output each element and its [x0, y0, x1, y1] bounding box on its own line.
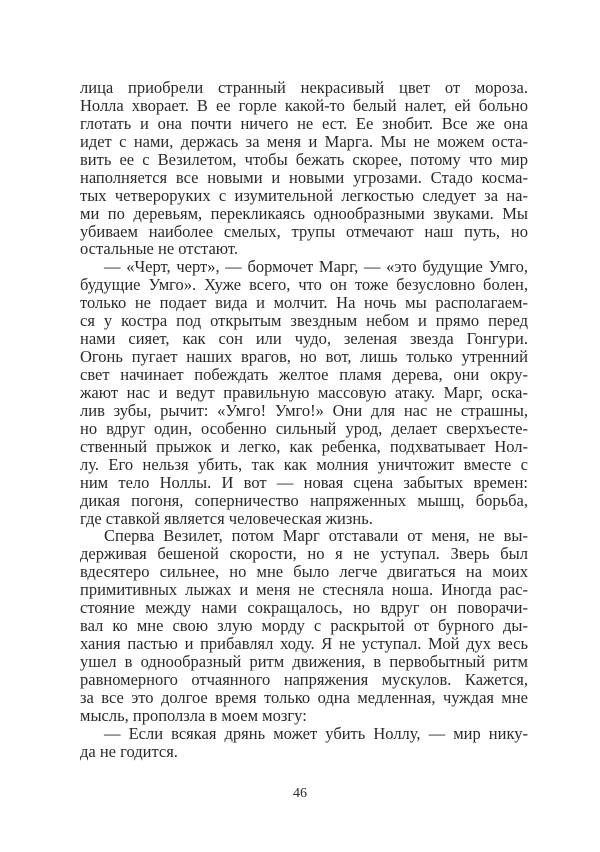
text-line: тых четвероруких с изумительной легкостью следует за на-: [80, 185, 528, 205]
text-line: держивая бешеной скорости, но я не уступал. Зверь был: [80, 544, 528, 564]
text-line: ним тело Ноллы. И вот — новая сцена забытых времен:: [80, 472, 528, 492]
text-line: будущие Умго». Хуже всего, что он тоже безусловно болен,: [80, 275, 528, 295]
text-line: дикая погоня, соперничество напряженных мышц, борьба,: [80, 490, 528, 510]
text-line: нами сияет, как сон или чудо, зеленая звезда Гонгури.: [80, 329, 528, 349]
text-line: — Если всякая дрянь может убить Ноллу, — мир нику-: [104, 723, 528, 743]
page-body-text: [80, 79, 528, 761]
text-line: хания пастью и прибавлял ходу. Я не уступал. Мой дух весь: [80, 634, 528, 654]
text-line: жают нас и ведут правильную массовую атаку. Марг, оска-: [80, 382, 528, 402]
text-line: да не годится.: [80, 741, 178, 761]
text-line: — «Черт, черт», — бормочет Марг, — «это будущие Умго,: [104, 257, 528, 277]
text-line: где ставкой является человеческая жизнь.: [80, 508, 373, 528]
text-line: свет начинает побеждать желтое пламя дерева, они окру-: [80, 365, 528, 384]
text-line: убиваем наиболее смелых, трупы отмечают наш путь, но: [80, 221, 528, 241]
text-line: ушел в однообразный ритм движения, в первобытный ритм: [80, 652, 528, 671]
text-line: Огонь пугает наших врагов, но вот, лишь только утренний: [80, 347, 528, 367]
text-line: вал ко мне свою злую морду с раскрытой от бурного ды-: [80, 616, 528, 636]
text-line: наполняется все новыми и новыми угрозами. Стадо косма-: [80, 167, 528, 187]
text-line: ственный прыжок и легко, как ребенка, подхватывает Нол-: [80, 436, 528, 456]
text-line: Сперва Везилет, потом Марг отставали от меня, не вы-: [104, 526, 528, 546]
text-line: идет с нами, держась за меня и Марга. Мы не можем оста-: [80, 131, 528, 151]
text-line: лу. Его нельзя убить, так как молния уничтожит вместе с: [80, 454, 528, 474]
text-line: лица приобрели странный некрасивый цвет от мороза.: [80, 78, 528, 97]
page-number: 46: [293, 786, 307, 801]
text-line: но вдруг один, особенно сильный урод, делает сверхъесте-: [80, 418, 528, 438]
text-line: примитивных лыжах и меня не стесняла ноша. Иногда рас-: [80, 580, 528, 600]
text-line: стояние между нами сокращалось, но вдруг он поворачи-: [80, 598, 528, 618]
text-line: за все это долгое время только одна медленная, чуждая мне: [80, 687, 528, 707]
text-line: равномерного отчаянного напряжения мускулов. Кажется,: [80, 669, 528, 689]
text-line: остальные не отстают.: [80, 239, 238, 259]
text-line: вить ее с Везилетом, чтобы бежать скорее, потому что мир: [80, 149, 528, 169]
text-line: вдесятеро сильнее, но мне было легче двигаться на моих: [80, 562, 528, 582]
text-line: Нолла хворает. В ее горле какой-то белый налет, ей больно: [80, 95, 528, 115]
text-line: мысль, проползла в моем мозгу:: [80, 705, 307, 725]
text-line: только не подает вида и молчит. На ночь мы располагаем-: [80, 293, 528, 313]
text-line: лив зубы, рычит: «Умго! Умго!» Они для нас не страшны,: [80, 400, 528, 420]
text-line: ми по деревьям, перекликаясь однообразными звуками. Мы: [80, 203, 528, 223]
text-line: глотать и она почти ничего не ест. Ее знобит. Все же она: [80, 113, 528, 133]
text-line: ся у костра под открытым звездным небом и прямо перед: [80, 311, 528, 331]
